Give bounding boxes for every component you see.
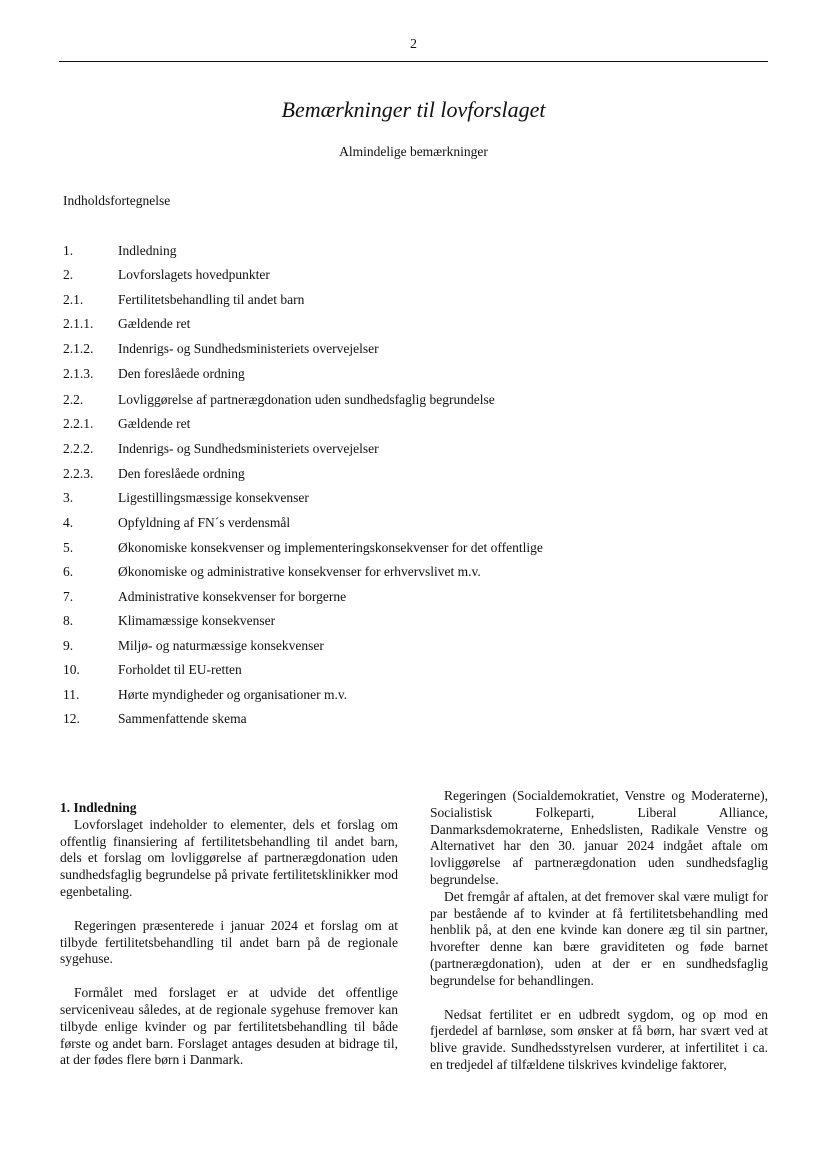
toc-entry-title: Gældende ret: [118, 316, 191, 331]
toc-entry-title: Lovliggørelse af partnerægdonation uden sundhedsfaglig begrundelse: [118, 392, 495, 407]
paragraph: Nedsat fertilitet er en udbredt sygdom, og op mod en fjerdedel af barnløse, som ønsker at få børn, har svært ved at blive gravide. Sundhedsstyrelsen vurderer, at infertilitet i ca. en tredjedel af tilfældene tilskrives kvindelige faktorer,: [430, 1006, 768, 1072]
toc-entry-number: 4.: [63, 515, 74, 530]
toc-entry-number: 2.: [63, 267, 74, 282]
document-subtitle: Almindelige bemærkninger: [339, 144, 488, 159]
toc-entry-title: Den foreslåede ordning: [118, 366, 245, 381]
toc-entry-title: Administrative konsekvenser for borgerne: [118, 589, 347, 604]
section-heading: 1. Indledning: [60, 800, 137, 815]
toc-entry-title: Miljø- og naturmæssige konsekvenser: [118, 638, 324, 653]
toc-entry-number: 9.: [63, 638, 74, 653]
toc-entry-title: Indledning: [118, 243, 177, 258]
toc-entry-title: Fertilitetsbehandling til andet barn: [118, 292, 305, 307]
paragraph: Formålet med forslaget er at udvide det offentlige serviceniveau således, at de regionale sygehuse fremover kan tilbyde enlige kvinder og par fertilitetsbehandling til både første og andet barn. Forslaget antages desuden at bidrage til, at der fødes flere børn i Danmark.: [60, 985, 398, 1068]
toc-entry-number: 3.: [63, 490, 74, 505]
toc-entry-title: Klimamæssige konsekvenser: [118, 613, 276, 628]
toc-entry-number: 1.: [63, 243, 74, 258]
toc-entry-title: Sammenfattende skema: [118, 711, 247, 726]
document-title: Bemærkninger til lovforslaget: [281, 97, 546, 122]
toc-entry-title: Lovforslagets hovedpunkter: [118, 267, 270, 282]
toc-entry-title: Opfyldning af FN´s verdensmål: [118, 515, 291, 530]
toc-entry-number: 2.2.3.: [63, 466, 94, 481]
toc-entry-number: 12.: [63, 711, 80, 726]
toc-entry-title: Forholdet til EU-retten: [118, 662, 242, 677]
left-column: [60, 800, 398, 1069]
toc-entry-number: 10.: [63, 662, 80, 677]
toc-heading: Indholdsfortegnelse: [63, 193, 171, 208]
toc-entry-number: 2.2.1.: [63, 416, 94, 431]
toc-entry-title: Den foreslåede ordning: [118, 466, 245, 481]
right-column: [430, 788, 768, 1074]
toc-entry-number: 2.1.2.: [63, 341, 94, 356]
paragraph: Regeringen (Socialdemokratiet, Venstre og Moderaterne), Socialistisk Folkeparti, Liberal Alliance, Danmarksdemokraterne, Enhedslisten, Radikale Venstre og Alternativet har den 30. januar 2024 indgået aftale om lovliggørelse af partnerægdonation uden sundhedsfaglig begrundelse.: [430, 788, 768, 887]
paragraph: Lovforslaget indeholder to elementer, dels et forslag om offentlig finansiering af fertilitetsbehandling til andet barn, dels et forslag om lovliggørelse af partnerægdonation uden sundhedsfaglig begrundelse på private fertilitetsklinikker mod egenbetaling.: [60, 816, 398, 899]
toc-entry-number: 2.1.: [63, 292, 84, 307]
paragraph: Det fremgår af aftalen, at det fremover skal være muligt for par bestående af to kvinder at få fertilitetsbehandling med henblik på, at den ene kvinde kan donere æg til sin partner, hvorefter denne kan bære graviditeten og føde barnet (partnerægdonation), uden at der er en sundhedsfaglig begrundelse for behandlingen.: [430, 888, 768, 988]
header-rule: [59, 61, 768, 62]
toc-entry-number: 8.: [63, 613, 74, 628]
toc-entry-title: Indenrigs- og Sundhedsministeriets overvejelser: [118, 341, 379, 356]
toc-entry-title: Økonomiske og administrative konsekvenser for erhvervslivet m.v.: [118, 564, 481, 579]
toc-entry-title: Gældende ret: [118, 416, 191, 431]
toc-entry-title: Ligestillingsmæssige konsekvenser: [118, 490, 309, 505]
toc-entry-number: 2.1.3.: [63, 366, 94, 381]
toc-entry-number: 7.: [63, 589, 74, 604]
toc-entry-title: Indenrigs- og Sundhedsministeriets overvejelser: [118, 441, 379, 456]
paragraph: Regeringen præsenterede i januar 2024 et forslag om at tilbyde fertilitetsbehandling til andet barn på de regionale sygehuse.: [60, 917, 398, 967]
toc-entry-number: 11.: [63, 687, 80, 702]
toc-entry-number: 5.: [63, 540, 74, 555]
toc-entry-number: 2.2.: [63, 392, 84, 407]
toc-entry-title: Økonomiske konsekvenser og implementeringskonsekvenser for det offentlige: [118, 540, 543, 555]
toc-entry-number: 2.1.1.: [63, 316, 94, 331]
toc-entry-number: 6.: [63, 564, 74, 579]
page-number: 2: [410, 37, 417, 52]
toc-entry-number: 2.2.2.: [63, 441, 94, 456]
toc-entry-title: Hørte myndigheder og organisationer m.v.: [118, 687, 348, 702]
